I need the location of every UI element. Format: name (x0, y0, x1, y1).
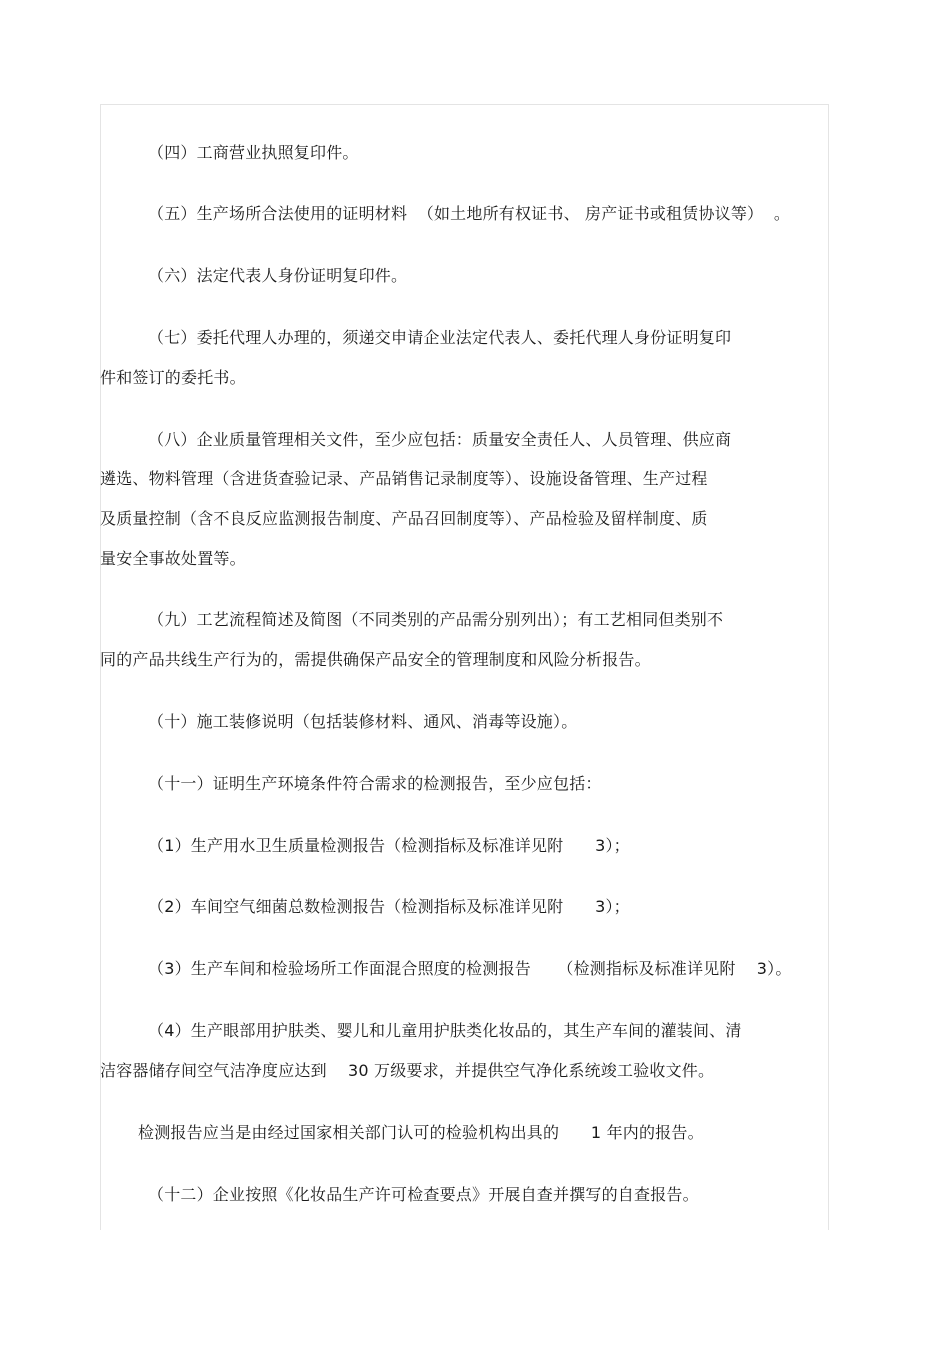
item-12-line: （十二）企业按照《化妆品生产许可检查要点》开展自查并撰写的自查报告。 (148, 1185, 699, 1204)
item-11-line: （十一）证明生产环境条件符合需求的检测报告，至少应包括： (148, 774, 602, 793)
subitem-4-line-2: 洁容器储存间空气洁净度应达到 30 万级要求，并提供空气净化系统竣工验收文件。 (100, 1061, 715, 1080)
item-7-line-1: （七）委托代理人办理的，须递交申请企业法定代表人、委托代理人身份证明复印 (148, 328, 732, 347)
item-10-line: （十）施工装修说明（包括装修材料、通风、消毒等设施）。 (148, 712, 578, 731)
item-5-line: （五）生产场所合法使用的证明材料 （如土地所有权证书、 房产证书或租赁协议等） 。 (148, 204, 791, 223)
subitem-1-line: （1）生产用水卫生质量检测报告（检测指标及标准详见附 3）； (148, 836, 630, 855)
item-9-line-2: 同的产品共线生产行为的，需提供确保产品安全的管理制度和风险分析报告。 (100, 650, 651, 669)
report-note-line: 检测报告应当是由经过国家相关部门认可的检验机构出具的 1 年内的报告。 (138, 1123, 704, 1142)
item-4-line: （四）工商营业执照复印件。 (148, 143, 359, 162)
item-6-line: （六）法定代表人身份证明复印件。 (148, 266, 408, 285)
item-8-line-3: 及质量控制（含不良反应监测报告制度、产品召回制度等）、产品检验及留样制度、质 (100, 509, 708, 528)
subitem-4-line-1: （4）生产眼部用护肤类、婴儿和儿童用护肤类化妆品的，其生产车间的灌装间、清 (148, 1021, 742, 1040)
item-8-line-4: 量安全事故处置等。 (100, 549, 246, 568)
item-8-line-1: （八）企业质量管理相关文件，至少应包括：质量安全责任人、人员管理、供应商 (148, 430, 732, 449)
item-7-line-2: 件和签订的委托书。 (100, 368, 246, 387)
item-8-line-2: 遴选、物料管理（含进货查验记录、产品销售记录制度等）、设施设备管理、生产过程 (100, 469, 708, 488)
item-9-line-1: （九）工艺流程简述及简图（不同类别的产品需分别列出）；有工艺相同但类别不 (148, 610, 724, 629)
subitem-2-line: （2）车间空气细菌总数检测报告（检测指标及标准详见附 3）； (148, 897, 630, 916)
subitem-3-line: （3）生产车间和检验场所工作面混合照度的检测报告 （检测指标及标准详见附 3）。 (148, 959, 792, 978)
